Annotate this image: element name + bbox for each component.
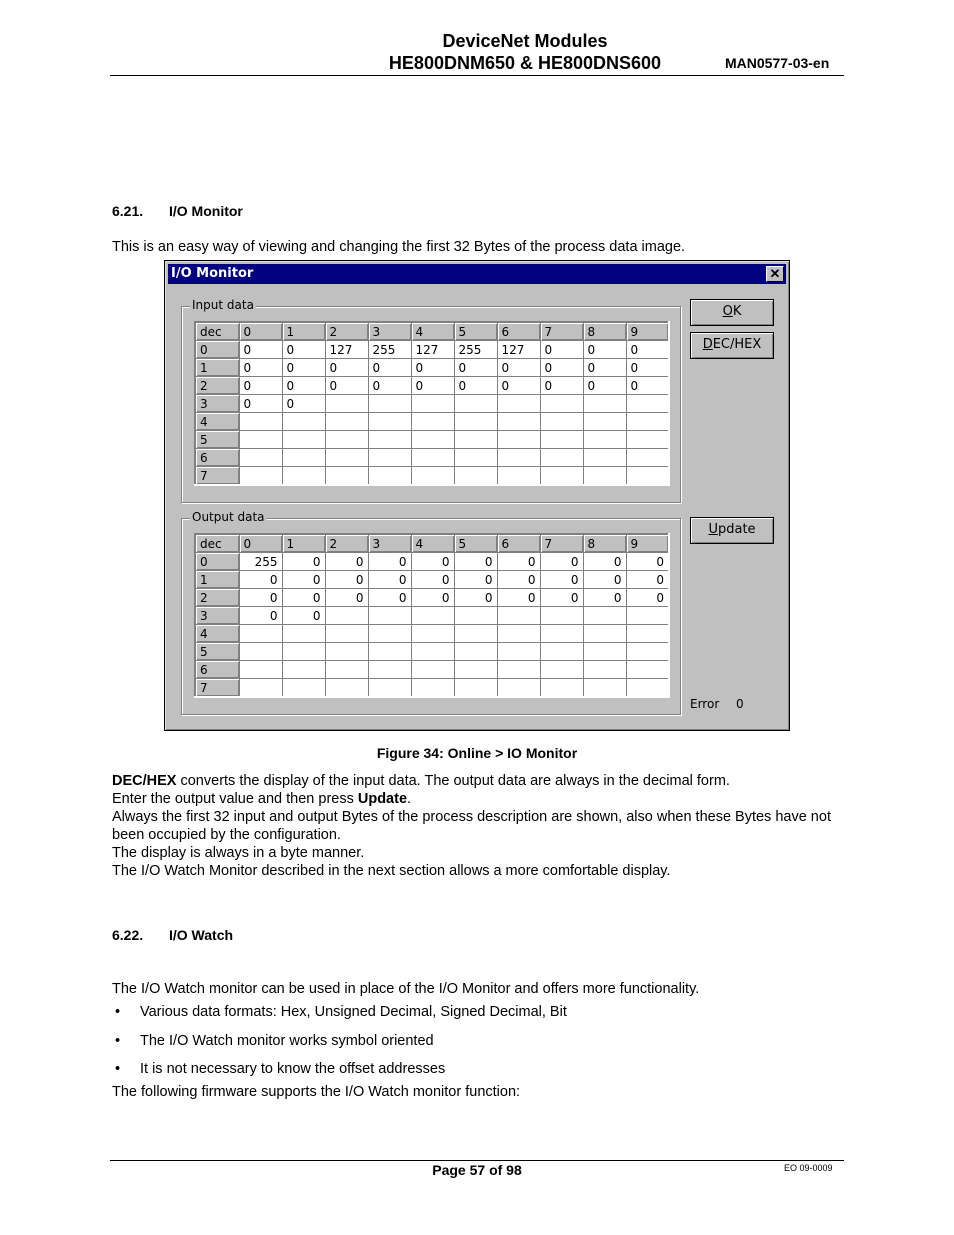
data-cell[interactable]: 0 bbox=[497, 359, 540, 377]
column-header: 8 bbox=[583, 534, 626, 553]
data-cell[interactable]: 0 bbox=[239, 589, 282, 607]
ok-button-label: K bbox=[732, 304, 742, 319]
list-item: • The I/O Watch monitor works symbol oriented bbox=[112, 1032, 832, 1050]
row-header: 2 bbox=[195, 589, 239, 607]
table-row bbox=[195, 377, 669, 395]
data-cell[interactable]: 255 bbox=[454, 341, 497, 359]
data-cell[interactable] bbox=[454, 607, 497, 625]
data-cell[interactable] bbox=[325, 413, 368, 431]
header-title-line1: DeviceNet Modules bbox=[442, 31, 608, 51]
data-cell[interactable]: 0 bbox=[583, 589, 626, 607]
io-monitor-dialog bbox=[164, 260, 790, 731]
io-watch-features bbox=[112, 1003, 832, 1078]
data-cell[interactable] bbox=[497, 431, 540, 449]
data-cell[interactable]: 255 bbox=[239, 553, 282, 571]
data-cell[interactable] bbox=[368, 607, 411, 625]
data-cell[interactable] bbox=[239, 467, 282, 486]
data-cell[interactable]: 0 bbox=[411, 377, 454, 395]
paragraph-dechex bbox=[112, 772, 832, 790]
column-header: 5 bbox=[454, 322, 497, 341]
data-cell[interactable]: 0 bbox=[583, 359, 626, 377]
data-cell[interactable]: 0 bbox=[540, 359, 583, 377]
data-cell[interactable] bbox=[497, 449, 540, 467]
data-cell[interactable] bbox=[540, 467, 583, 486]
data-cell[interactable] bbox=[540, 449, 583, 467]
io-watch-intro: The I/O Watch monitor can be used in place of the I/O Monitor and offers more functionality. bbox=[112, 981, 700, 997]
data-cell[interactable] bbox=[368, 625, 411, 643]
data-cell[interactable] bbox=[626, 643, 669, 661]
data-cell[interactable] bbox=[454, 679, 497, 698]
data-cell[interactable]: 0 bbox=[239, 607, 282, 625]
data-cell[interactable] bbox=[540, 395, 583, 413]
section-heading-io-watch bbox=[112, 927, 233, 943]
data-cell[interactable] bbox=[239, 679, 282, 698]
data-cell[interactable]: 0 bbox=[540, 571, 583, 589]
paragraph-dechex-text: converts the display of the input data. The output data are always in the decimal form. bbox=[176, 773, 730, 789]
data-cell[interactable] bbox=[239, 413, 282, 431]
table-row bbox=[195, 553, 669, 571]
row-header: 5 bbox=[195, 643, 239, 661]
data-cell[interactable]: 0 bbox=[497, 377, 540, 395]
data-cell[interactable] bbox=[626, 467, 669, 486]
data-cell[interactable]: 0 bbox=[454, 589, 497, 607]
data-cell[interactable] bbox=[325, 643, 368, 661]
column-header: 9 bbox=[626, 322, 669, 341]
data-cell[interactable]: 0 bbox=[239, 359, 282, 377]
column-header: 2 bbox=[325, 322, 368, 341]
column-header: 4 bbox=[411, 322, 454, 341]
header-title-line2: HE800DNM650 & HE800DNS600 bbox=[388, 53, 662, 73]
row-header: 0 bbox=[195, 341, 239, 359]
paragraph-update-bold: Update bbox=[357, 791, 408, 807]
dechex-button-accel: D bbox=[702, 337, 713, 352]
column-header: 6 bbox=[497, 534, 540, 553]
data-cell[interactable] bbox=[411, 661, 454, 679]
list-item: • It is not necessary to know the offset addresses bbox=[112, 1060, 832, 1078]
data-cell[interactable]: 0 bbox=[583, 341, 626, 359]
data-cell[interactable] bbox=[411, 413, 454, 431]
data-cell[interactable] bbox=[540, 643, 583, 661]
footer-rule bbox=[110, 1160, 844, 1161]
data-cell[interactable] bbox=[368, 467, 411, 486]
data-cell[interactable] bbox=[325, 449, 368, 467]
column-header: 7 bbox=[540, 322, 583, 341]
close-icon: ✕ bbox=[769, 266, 781, 281]
table-header-row bbox=[195, 322, 669, 341]
input-data-label: Input data bbox=[192, 298, 254, 312]
row-header: 5 bbox=[195, 431, 239, 449]
data-cell[interactable] bbox=[325, 661, 368, 679]
table-row bbox=[195, 571, 669, 589]
data-cell[interactable]: 127 bbox=[497, 341, 540, 359]
data-cell[interactable]: 127 bbox=[411, 341, 454, 359]
data-cell[interactable]: 0 bbox=[239, 571, 282, 589]
data-cell[interactable]: 0 bbox=[583, 571, 626, 589]
data-cell[interactable]: 0 bbox=[282, 377, 325, 395]
data-cell[interactable] bbox=[411, 449, 454, 467]
data-cell[interactable] bbox=[454, 625, 497, 643]
row-header: 3 bbox=[195, 395, 239, 413]
column-header: 3 bbox=[368, 322, 411, 341]
data-cell[interactable] bbox=[626, 449, 669, 467]
data-cell[interactable]: 0 bbox=[626, 377, 669, 395]
data-cell[interactable] bbox=[583, 643, 626, 661]
data-cell[interactable]: 0 bbox=[497, 571, 540, 589]
table-row bbox=[195, 607, 669, 625]
section-intro: This is an easy way of viewing and changing the first 32 Bytes of the process data image. bbox=[112, 239, 686, 255]
paragraph-update-end: . bbox=[407, 791, 412, 807]
data-cell[interactable] bbox=[368, 431, 411, 449]
column-header: 6 bbox=[497, 322, 540, 341]
row-header: 3 bbox=[195, 607, 239, 625]
column-header: 4 bbox=[411, 534, 454, 553]
column-header: 5 bbox=[454, 534, 497, 553]
paragraph-update bbox=[112, 790, 832, 808]
input-data-table bbox=[194, 321, 670, 486]
data-cell[interactable]: 0 bbox=[239, 377, 282, 395]
data-cell[interactable]: 0 bbox=[368, 553, 411, 571]
data-cell[interactable] bbox=[411, 431, 454, 449]
footer-code: EO 09-0009 bbox=[784, 1163, 833, 1173]
data-cell[interactable] bbox=[282, 467, 325, 486]
data-cell[interactable] bbox=[239, 625, 282, 643]
data-cell[interactable]: 255 bbox=[368, 341, 411, 359]
output-data-table bbox=[194, 533, 670, 698]
data-cell[interactable] bbox=[454, 449, 497, 467]
error-label: Error bbox=[690, 697, 720, 711]
data-cell[interactable] bbox=[583, 679, 626, 698]
dialog-titlebar[interactable] bbox=[168, 264, 786, 284]
dechex-button[interactable] bbox=[690, 332, 774, 359]
data-cell[interactable]: 0 bbox=[626, 553, 669, 571]
data-cell[interactable] bbox=[411, 679, 454, 698]
paragraph-update-start: Enter the output value and then press bbox=[112, 791, 358, 807]
data-cell[interactable]: 0 bbox=[540, 341, 583, 359]
data-cell[interactable] bbox=[626, 413, 669, 431]
list-item: • Various data formats: Hex, Unsigned Decimal, Signed Decimal, Bit bbox=[112, 1003, 832, 1021]
row-header: 4 bbox=[195, 625, 239, 643]
figure-caption: Figure 34: Online > IO Monitor bbox=[376, 745, 578, 761]
data-cell[interactable]: 0 bbox=[325, 571, 368, 589]
table-row bbox=[195, 625, 669, 643]
data-cell[interactable]: 0 bbox=[239, 341, 282, 359]
data-cell[interactable]: 0 bbox=[626, 359, 669, 377]
data-cell[interactable] bbox=[497, 467, 540, 486]
row-header: 1 bbox=[195, 359, 239, 377]
data-cell[interactable]: 0 bbox=[325, 377, 368, 395]
data-cell[interactable]: 0 bbox=[325, 553, 368, 571]
update-button[interactable] bbox=[690, 517, 774, 544]
data-cell[interactable] bbox=[583, 431, 626, 449]
paragraph-dechex-bold: DEC/HEX bbox=[112, 773, 177, 789]
data-cell[interactable]: 0 bbox=[368, 589, 411, 607]
data-cell[interactable] bbox=[325, 679, 368, 698]
header-rule bbox=[110, 75, 844, 76]
table-header-row bbox=[195, 534, 669, 553]
data-cell[interactable] bbox=[454, 661, 497, 679]
data-cell[interactable] bbox=[411, 467, 454, 486]
data-cell[interactable] bbox=[239, 643, 282, 661]
paragraph-watch-ref: The I/O Watch Monitor described in the next section allows a more comfortable display. bbox=[112, 863, 671, 879]
data-cell[interactable] bbox=[497, 679, 540, 698]
data-cell[interactable] bbox=[626, 625, 669, 643]
data-cell[interactable] bbox=[497, 643, 540, 661]
data-cell[interactable]: 0 bbox=[454, 553, 497, 571]
data-cell[interactable] bbox=[497, 625, 540, 643]
table-row bbox=[195, 679, 669, 698]
row-header: 6 bbox=[195, 449, 239, 467]
data-cell[interactable] bbox=[411, 395, 454, 413]
section-title: I/O Monitor bbox=[169, 203, 243, 219]
data-cell[interactable] bbox=[239, 431, 282, 449]
data-cell[interactable]: 0 bbox=[454, 359, 497, 377]
column-header: 0 bbox=[239, 322, 282, 341]
data-cell[interactable] bbox=[325, 395, 368, 413]
row-header: 2 bbox=[195, 377, 239, 395]
column-header: 1 bbox=[282, 534, 325, 553]
column-header: 0 bbox=[239, 534, 282, 553]
header-doc-code: MAN0577-03-en bbox=[725, 55, 830, 71]
data-cell[interactable]: 0 bbox=[282, 589, 325, 607]
data-cell[interactable] bbox=[583, 661, 626, 679]
data-cell[interactable]: 0 bbox=[411, 571, 454, 589]
data-cell[interactable]: 127 bbox=[325, 341, 368, 359]
data-cell[interactable] bbox=[583, 607, 626, 625]
data-cell[interactable] bbox=[497, 413, 540, 431]
data-cell[interactable] bbox=[497, 395, 540, 413]
output-data-group bbox=[181, 510, 681, 715]
data-cell[interactable] bbox=[368, 413, 411, 431]
data-cell[interactable] bbox=[368, 643, 411, 661]
table-row bbox=[195, 467, 669, 486]
data-cell[interactable] bbox=[282, 643, 325, 661]
section-number: 6.22. bbox=[112, 927, 144, 943]
data-cell[interactable] bbox=[454, 431, 497, 449]
data-cell[interactable]: 0 bbox=[540, 377, 583, 395]
section-number: 6.21. bbox=[112, 203, 144, 219]
data-cell[interactable] bbox=[325, 467, 368, 486]
column-header: 8 bbox=[583, 322, 626, 341]
data-cell[interactable] bbox=[583, 395, 626, 413]
column-header: 2 bbox=[325, 534, 368, 553]
table-row bbox=[195, 589, 669, 607]
data-cell[interactable] bbox=[454, 643, 497, 661]
data-cell[interactable]: 0 bbox=[282, 607, 325, 625]
ok-button-accel: O bbox=[722, 304, 733, 319]
data-cell[interactable] bbox=[583, 449, 626, 467]
data-cell[interactable]: 0 bbox=[497, 589, 540, 607]
row-header: 0 bbox=[195, 553, 239, 571]
dechex-button-label: EC/HEX bbox=[712, 337, 762, 352]
update-button-label: pdate bbox=[717, 522, 756, 537]
data-cell[interactable] bbox=[583, 413, 626, 431]
data-cell[interactable] bbox=[282, 431, 325, 449]
data-cell[interactable]: 0 bbox=[540, 553, 583, 571]
data-cell[interactable] bbox=[325, 625, 368, 643]
table-row bbox=[195, 341, 669, 359]
data-cell[interactable] bbox=[368, 395, 411, 413]
data-cell[interactable] bbox=[583, 625, 626, 643]
data-cell[interactable] bbox=[540, 679, 583, 698]
data-cell[interactable] bbox=[626, 679, 669, 698]
data-cell[interactable]: 0 bbox=[626, 571, 669, 589]
data-cell[interactable] bbox=[540, 431, 583, 449]
data-cell[interactable]: 0 bbox=[583, 377, 626, 395]
description-block bbox=[112, 772, 832, 880]
data-cell[interactable] bbox=[626, 395, 669, 413]
output-data-label: Output data bbox=[192, 510, 265, 524]
data-cell[interactable] bbox=[497, 661, 540, 679]
column-header: 1 bbox=[282, 322, 325, 341]
row-header: 7 bbox=[195, 467, 239, 486]
data-cell[interactable] bbox=[540, 413, 583, 431]
row-header: 7 bbox=[195, 679, 239, 698]
table-row bbox=[195, 413, 669, 431]
data-cell[interactable] bbox=[368, 449, 411, 467]
data-cell[interactable]: 0 bbox=[282, 553, 325, 571]
data-cell[interactable] bbox=[325, 607, 368, 625]
section-title: I/O Watch bbox=[169, 927, 234, 943]
data-cell[interactable]: 0 bbox=[282, 395, 325, 413]
column-header: 7 bbox=[540, 534, 583, 553]
error-value: 0 bbox=[736, 697, 744, 711]
data-cell[interactable]: 0 bbox=[626, 341, 669, 359]
data-cell[interactable]: 0 bbox=[239, 395, 282, 413]
data-cell[interactable] bbox=[497, 607, 540, 625]
update-button-accel: U bbox=[708, 522, 718, 537]
data-cell[interactable] bbox=[454, 395, 497, 413]
row-header: 4 bbox=[195, 413, 239, 431]
ok-button[interactable] bbox=[690, 299, 774, 326]
data-cell[interactable] bbox=[239, 449, 282, 467]
table-row bbox=[195, 449, 669, 467]
data-cell[interactable] bbox=[282, 449, 325, 467]
table-row bbox=[195, 643, 669, 661]
dialog-title: I/O Monitor bbox=[171, 266, 254, 281]
io-watch-closing: The following firmware supports the I/O Watch monitor function: bbox=[112, 1084, 521, 1100]
row-header: 1 bbox=[195, 571, 239, 589]
close-button[interactable] bbox=[766, 266, 784, 282]
data-cell[interactable]: 0 bbox=[540, 589, 583, 607]
input-data-group bbox=[181, 298, 681, 503]
data-cell[interactable] bbox=[368, 679, 411, 698]
row-header: 6 bbox=[195, 661, 239, 679]
data-cell[interactable] bbox=[454, 413, 497, 431]
data-cell[interactable] bbox=[540, 661, 583, 679]
table-corner-cell: dec bbox=[195, 534, 239, 553]
data-cell[interactable]: 0 bbox=[583, 553, 626, 571]
data-cell[interactable]: 0 bbox=[282, 359, 325, 377]
data-cell[interactable] bbox=[282, 679, 325, 698]
data-cell[interactable]: 0 bbox=[411, 553, 454, 571]
data-cell[interactable] bbox=[368, 661, 411, 679]
data-cell[interactable] bbox=[411, 625, 454, 643]
section-heading-io-monitor bbox=[112, 203, 243, 219]
data-cell[interactable] bbox=[282, 413, 325, 431]
data-cell[interactable] bbox=[626, 431, 669, 449]
data-cell[interactable] bbox=[282, 661, 325, 679]
data-cell[interactable] bbox=[454, 467, 497, 486]
data-cell[interactable] bbox=[411, 643, 454, 661]
data-cell[interactable] bbox=[626, 607, 669, 625]
data-cell[interactable]: 0 bbox=[454, 377, 497, 395]
table-row bbox=[195, 431, 669, 449]
data-cell[interactable] bbox=[540, 625, 583, 643]
table-row bbox=[195, 661, 669, 679]
data-cell[interactable]: 0 bbox=[368, 359, 411, 377]
data-cell[interactable]: 0 bbox=[497, 553, 540, 571]
data-cell[interactable]: 0 bbox=[282, 571, 325, 589]
column-header: 3 bbox=[368, 534, 411, 553]
data-cell[interactable]: 0 bbox=[454, 571, 497, 589]
data-cell[interactable] bbox=[282, 625, 325, 643]
data-cell[interactable]: 0 bbox=[325, 589, 368, 607]
data-cell[interactable] bbox=[583, 467, 626, 486]
data-cell[interactable]: 0 bbox=[411, 359, 454, 377]
data-cell[interactable]: 0 bbox=[325, 359, 368, 377]
header-title bbox=[330, 30, 720, 74]
data-cell[interactable] bbox=[540, 607, 583, 625]
data-cell[interactable] bbox=[626, 661, 669, 679]
data-cell[interactable]: 0 bbox=[626, 589, 669, 607]
data-cell[interactable] bbox=[411, 607, 454, 625]
data-cell[interactable]: 0 bbox=[368, 377, 411, 395]
data-cell[interactable] bbox=[239, 661, 282, 679]
data-cell[interactable]: 0 bbox=[411, 589, 454, 607]
table-row bbox=[195, 359, 669, 377]
data-cell[interactable]: 0 bbox=[368, 571, 411, 589]
table-row bbox=[195, 395, 669, 413]
data-cell[interactable] bbox=[325, 431, 368, 449]
footer-page-number: Page 57 of 98 bbox=[432, 1162, 522, 1178]
paragraph-byte-manner: The display is always in a byte manner. bbox=[112, 845, 365, 861]
column-header: 9 bbox=[626, 534, 669, 553]
data-cell[interactable]: 0 bbox=[282, 341, 325, 359]
paragraph-bytes: Always the first 32 input and output Bytes of the process description are shown, also when these Bytes have not been occupied by the configuration. bbox=[112, 809, 831, 843]
table-corner-cell: dec bbox=[195, 322, 239, 341]
